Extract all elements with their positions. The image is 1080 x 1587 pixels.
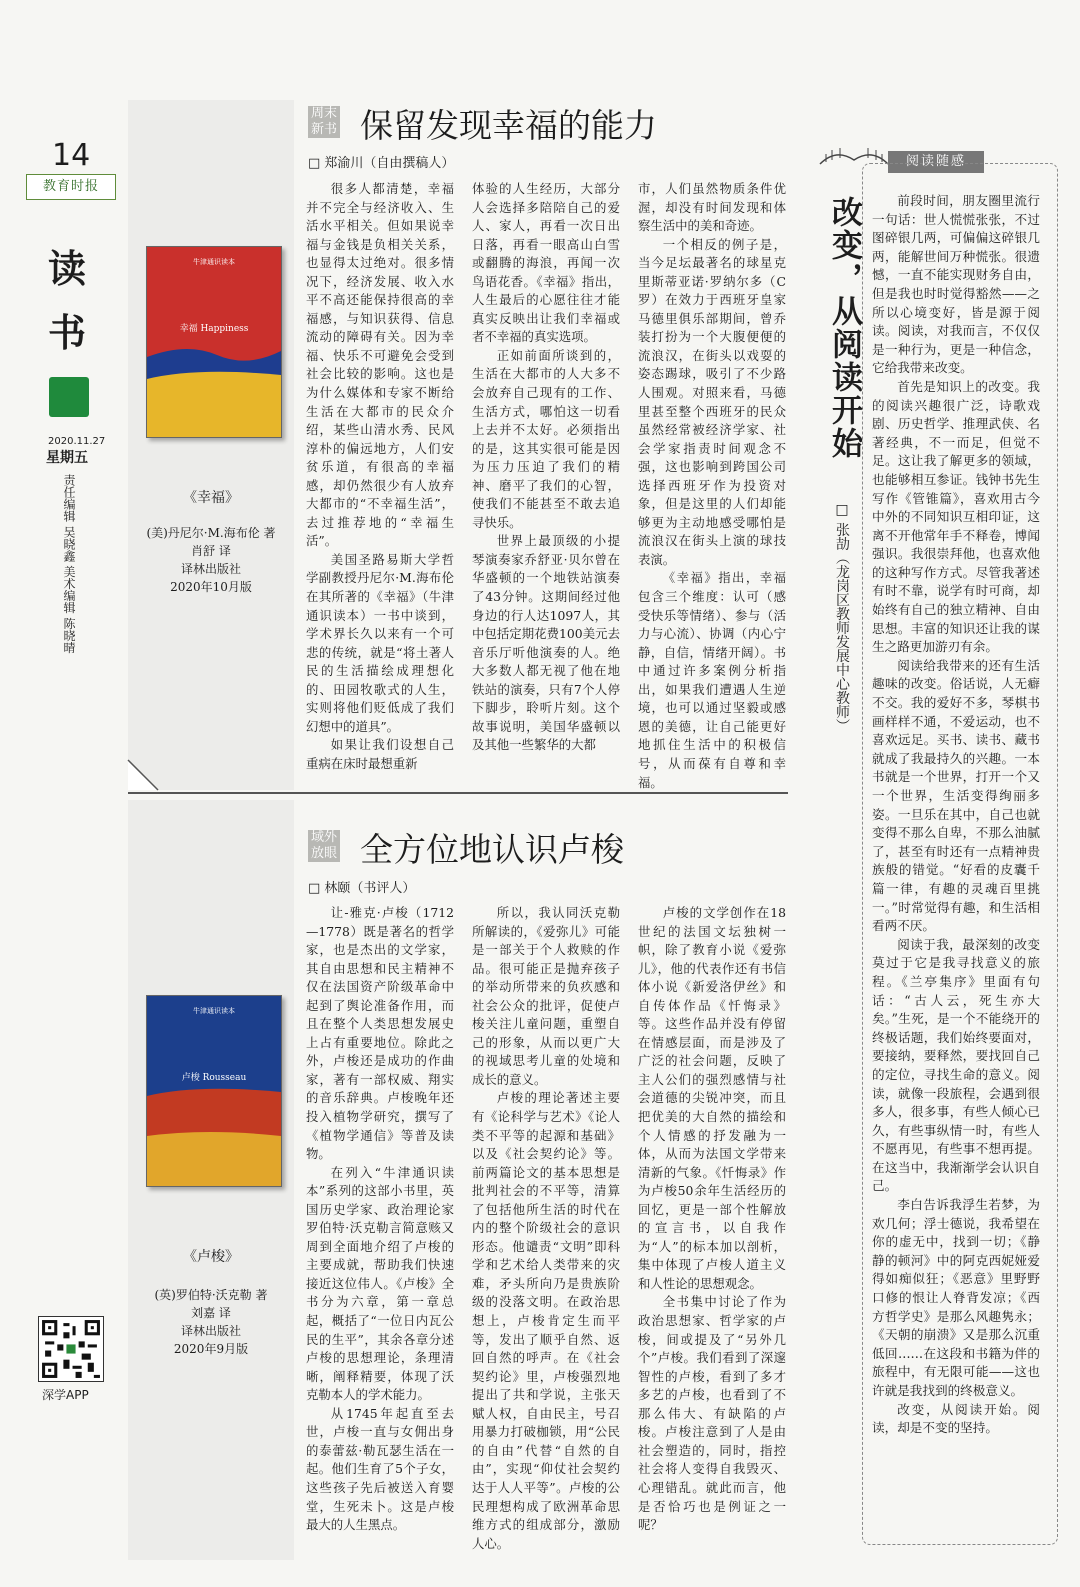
book-edition: 2020年9月版: [173, 1342, 249, 1356]
book-translator: 刘嘉 译: [191, 1306, 231, 1320]
paragraph: 前段时间，朋友圈里流行一句话：世人慌慌张张，不过图碎银几两，可偏偏这碎银几两，能解世间万种慌张。很遗憾，一直不能实现财务自由，但是我也时时觉得豁然——之所以心境变好，皆是源于阅读。阅读，对我而言，不仅仅是一种行为，更是一种信念，它给我带来改变。: [872, 193, 1040, 376]
book-title: 《卢梭》: [183, 1249, 239, 1265]
article-byline: □ 林颐（书评人）: [308, 881, 416, 896]
byline-text: 郑渝川（自由撰稿人）: [324, 156, 455, 171]
article2-column-1: [306, 904, 454, 1560]
cover-series-text: 牛津通识读本: [193, 1007, 235, 1015]
paragraph: 李白告诉我浮生若梦，为欢几何；浮士德说，我希望在你的虚无中，找到一切；《静静的顿河》中的阿克西妮娅爱得如痴似狂；《恶意》里野野口修的恨让人脊背发凉；《西方哲学史》是那么风趣隽永；《天朝的崩溃》又是那么沉重低回……在这段和书籍为伴的旅程中，有无限可能——这也许就是我找到的终极意义。: [872, 1197, 1040, 1398]
essay-author: □ 张劼（龙岗区教师发展中心教师）: [834, 502, 850, 733]
qr-app-label: 深学APP: [42, 1388, 89, 1402]
paragraph: 阅读于我，最深刻的改变莫过于它是我寻找意义的旅程。《兰亭集序》里面有句话：“古人云，死生亦大矣。”生死，是一个不能绕开的终极话题，我们始终要面对，要接纳，要释然，要找回自己的定位，寻找生命的意义。阅读，就像一段旅程，会遇到很多人，很多事，有些人倾心已久，有些事纵情一时，有些人不愿再见，有些事不想再提。在这当中，我渐渐学会认识自己。: [872, 936, 1040, 1194]
paragraph: 正如前面所谈到的，生活在大都市的人大多不会放弃自己现有的工作、生活方式，哪怕这一切看上去并不太好。必须指出的是，这其实很可能是因为压力压迫了我们的精神、磨平了我们的心智，使我们不能甚至不敢去追寻快乐。: [472, 347, 620, 530]
masthead-logo: 教育时报: [26, 174, 116, 200]
article-headline: 全方位地认识卢梭: [360, 830, 624, 869]
article-byline: □ 郑渝川（自由撰稿人）: [308, 156, 455, 171]
paragraph: 如果让我们设想自己重病在床时最想重新: [306, 737, 454, 771]
section-title-char-2: 书: [48, 310, 87, 355]
section-divider: [128, 792, 788, 794]
paragraph: 《幸福》指出，幸福包含三个维度：认可（感受快乐等情绪）、参与（活力与心流）、协调（内心宁静，自信，情绪开阔）。书中通过许多案例分析指出，如果我们遭遇人生逆境，也可以通过坚毅或感恩的美德，让自己能更好地抓住生活中的积极信号，从而葆有自尊和幸福。: [638, 570, 786, 790]
paragraph: 让-雅克·卢梭（1712—1778）既是著名的哲学家，也是杰出的文学家，其自由思想和民主精神不仅在法国资产阶级革命中起到了舆论准备作用，而且在整个人类思想发展史上占有重要地位。除此之外，卢梭还是成功的作曲家，著有一部权威、翔实的音乐辞典。卢梭晚年还投入植物学研究，撰写了《植物学通信》等普及读物。: [306, 905, 454, 1162]
qr-code-icon[interactable]: [38, 1316, 104, 1382]
editors-credit: 责任编辑 吴晓鑫 美术编辑 陈晓晴: [62, 474, 76, 654]
paragraph: 卢梭的文学创作在18世纪的法国文坛独树一帜，除了教育小说《爱弥儿》，他的代表作还有书信体小说《新爱洛伊丝》和自传体作品《忏悔录》等。这些作品并没有停留在情感层面，而是涉及了广泛的社会问题，反映了主人公们的强烈感情与社会道德的尖锐冲突，而且把优美的大自然的描绘和个人情感的抒发融为一体，从而为法国文学带来清新的气象。《忏悔录》作为卢梭50余年生活经历的回忆，更是一部个性解放的宣言书，以自我作为“人”的标本加以剖析，集中体现了卢梭人道主义和人性论的思想观念。: [638, 905, 786, 1291]
article1-column-1: [306, 180, 454, 780]
article1-column-2: [472, 180, 620, 780]
book-publisher: 译林出版社: [180, 1324, 241, 1338]
book-cover-rousseau[interactable]: [146, 995, 282, 1187]
paragraph: 全书集中讨论了作为政治思想家、哲学家的卢梭，间或提及了“另外几个”卢梭。我们看到了深邃智性的卢梭，看到了多才多艺的卢梭，也看到了不那么伟大、有缺陷的卢梭。卢梭注意到了人是由社会塑造的，同时，指控社会将人变得自我毁灭、心理错乱。就此而言，他是否恰巧也是例证之一呢？: [638, 1294, 786, 1533]
book-title: 《幸福》: [183, 490, 239, 506]
article2-column-3: [638, 904, 786, 1560]
paragraph: 市，人们虽然物质条件优渥，却没有时间发现和体察生活中的美和奇迹。: [638, 181, 786, 234]
cover-title-text: 卢梭 Rousseau: [181, 1073, 247, 1083]
author-text: 张劼（龙岗区教师发展中心教师）: [834, 522, 850, 733]
panel-corner-fold-icon: [128, 760, 158, 790]
issue-date: 2020.11.27: [48, 436, 106, 447]
column-tag: 周末新书: [308, 106, 340, 138]
paragraph: 在列入“牛津通识读本”系列的这部小书里，英国历史学家、政治理论家罗伯特·沃克勒言简意赅又周到全面地介绍了卢梭的主要成就，帮助我们快速接近这位伟人。《卢梭》全书分为六章，第一章总起，概括了“一位日内瓦公民的生平”，其余各章分述卢梭的思想理论，条理清晰，阐释精要，体现了沃克勒本人的学术能力。: [306, 1164, 454, 1403]
section-title-char-1: 读: [48, 246, 87, 291]
paragraph: 从1745年起直至去世，卢梭一直与女佣出身的泰蕾兹·勒瓦瑟生活在一起。他们生育了5个子女，这些孩子先后被送入育婴堂，生死未卜。这是卢梭最大的人生黑点。: [306, 1405, 454, 1533]
essay-title: 改变，从阅读开始: [826, 196, 862, 460]
cover-title-text: 幸福 Happiness: [179, 324, 249, 334]
byline-text: 林颐（书评人）: [324, 881, 416, 896]
paragraph: 改变，从阅读开始。阅读，却是不变的坚持。: [872, 1401, 1040, 1436]
article2-column-2: [472, 904, 620, 1560]
book-author: (美)丹尼尔·M.海布伦 著: [146, 526, 276, 540]
essay-body: [872, 192, 1040, 1542]
paragraph: 卢梭的理论著述主要有《论科学与艺术》《论人类不平等的起源和基础》以及《社会契约论》等。前两篇论文的基本思想是批判社会的不平等，清算了包括他所生活的时代在内的整个阶级社会的意识形态。他谴责“文明”即科学和艺术给人类带来的灾难，矛头所向乃是贵族阶级的没落文明。在政治思想上，卢梭肯定生而平等，发出了顺乎自然、返回自然的呼声。在《社会契约论》里，卢梭强烈地提出了共和学说，主张天赋人权，自由民主，号召用暴力打破枷锁，用“公民的自由”代替“自然的自由”，实现“仰仗社会契约达于人人平等”。卢梭的公民理想构成了欧洲革命思维方式的组成部分，激励人心。: [472, 1090, 620, 1551]
column-tag: 域外放眼: [308, 830, 340, 862]
book-info: [128, 1286, 294, 1358]
book-publisher: 译林出版社: [180, 562, 241, 576]
book-panel-happiness: [128, 100, 294, 790]
paragraph: 所以，我认同沃克勒所解读的，《爱弥儿》可能是一部关于个人救赎的作品。很可能正是抛弃孩子的举动所带来的负疚感和社会公众的批评，促使卢梭关注儿童问题，重塑自己的形象，从而以更广大的视域思考儿童的处境和成长的意义。: [472, 905, 620, 1087]
article-headline: 保留发现幸福的能力: [360, 106, 657, 145]
paragraph: 世界上最顶级的小提琴演奏家乔舒亚·贝尔曾在华盛顿的一个地铁站演奏了43分钟。这期间经过他身边的行人达1097人，其中包括定期花费100美元去音乐厅听他演奏的人。绝大多数人都无视了他在地铁站的演奏，只有7个人停下脚步，聆听片刻。这个故事说明，美国华盛顿以及其他一些繁华的大都: [472, 533, 620, 753]
paragraph: 一个相反的例子是，当今足坛最著名的球星克里斯蒂亚诺·罗纳尔多（C罗）在效力于西班牙皇家马德里俱乐部期间，曾乔装打扮为一个大腹便便的流浪汉，在街头以戏耍的姿态踢球，吸引了不少路人围观。对照来看，马德里甚至整个西班牙的民众虽然经常被经济学家、社会学家指责时间观念不强，这也影响到跨国公司选择西班牙作为投资对象，但是这里的人们却能够更为主动地感受哪怕是流浪汉在街头上演的球技表演。: [638, 236, 786, 567]
article1-column-3: [638, 180, 786, 790]
cover-series-text: 牛津通识读本: [193, 258, 235, 266]
book-edition: 2020年10月版: [170, 580, 252, 594]
book-cover-happiness[interactable]: [146, 246, 282, 438]
column-badge: 阅读随感: [888, 151, 984, 173]
paragraph: 体验的人生经历，大部分人会选择多陪陪自己的爱人、家人，再看一次日出日落，再看一眼高山白雪或翻腾的海浪，再闻一次鸟语花香。《幸福》指出，人生最后的心愿往往才能真实反映出让我们幸福或者不幸福的真实选项。: [472, 181, 620, 345]
paragraph: 阅读给我带来的还有生活趣味的改变。俗话说，人无癖不交。我的爱好不多，琴棋书画样样不通，不爱运动，也不喜欢远足。买书、读书、藏书就成了我最持久的兴趣。一本书就是一个世界，打开一个又一个世界，生活变得绚丽多姿。一旦乐在其中，自己也就变得不那么自卑，不那么油腻了，甚至有时还有一点精神贵族般的错觉。“好看的皮囊千篇一律，有趣的灵魂百里挑一。”时常觉得有趣，和生活相看两不厌。: [872, 657, 1040, 934]
book-author: (英)罗伯特·沃克勒 著: [154, 1288, 268, 1302]
page-number: 14: [52, 138, 91, 173]
paragraph: 首先是知识上的改变。我的阅读兴趣很广泛，诗歌戏剧、历史哲学、推理武侠、名著经典，不一而足，但觉不足。这让我了解更多的领域，也能够相互参证。钱钟书先生写作《管锥篇》，喜欢用古今中外的不同知识互相印证，这离不开他常年手不释卷，博闻强识。我很崇拜他，也喜欢他的这种写作方式。尽管我著述有时不靠，说学有时可商，却始终有自己的独立精神、自由思想。丰富的知识还让我的谋生之路更加游刃有余。: [872, 378, 1040, 655]
book-info: [128, 524, 294, 596]
issue-weekday: 星期五: [46, 450, 88, 466]
paragraph: 很多人都清楚，幸福并不完全与经济收入、生活水平相关。但如果说幸福与金钱是负相关关系，也显得太过绝对。很多情况下，经济发展、收入水平不高还能保持很高的幸福感，与知识获得、信息流动的障碍有关。因为幸福、快乐不可避免会受到社会比较的影响。这也是为什么媒体和专家不断给生活在大都市的民众介绍，某些山清水秀、民风淳朴的偏远地方，人们安贫乐道，有很高的幸福感，却仍然很少有人放弃大都市的“不幸福生活”，去过推荐地的“幸福生活”。: [306, 181, 454, 549]
book-translator: 肖舒 译: [191, 544, 231, 558]
paragraph: 美国圣路易斯大学哲学副教授丹尼尔·M.海布伦在其所著的《幸福》（牛津通识读本）一书中谈到，学术界长久以来有一个可悲的传统，就是“将土著人民的生活描绘成理想化的、田园牧歌式的人生，实则将他们贬低成了我们幻想中的道具”。: [306, 551, 454, 734]
section-color-block: [49, 377, 89, 417]
